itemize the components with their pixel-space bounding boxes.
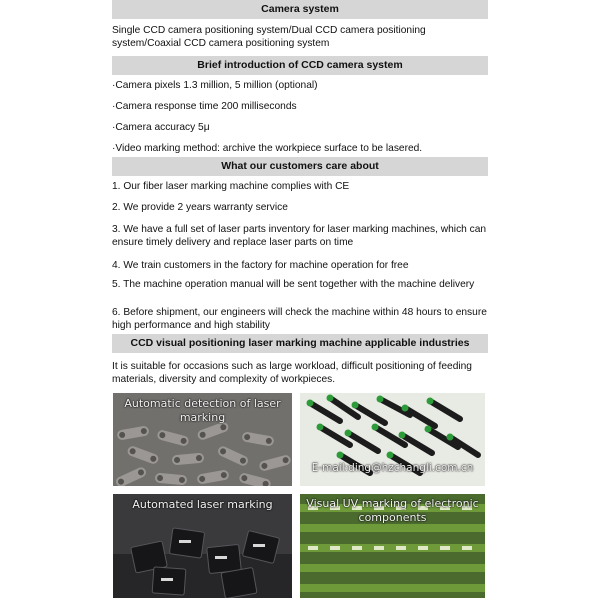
customer-item: 3. We have a full set of laser parts inventory for laser marking machines, which can ensure timely delivery and replace laser parts on time (112, 224, 487, 248)
photo-caption: Visual UV marking of electronic components (306, 497, 479, 524)
brief-item: ·Camera accuracy 5μ (112, 122, 210, 133)
brief-item: ·Video marking method: archive the workpiece surface to be lasered. (112, 143, 423, 154)
section-header-brief-intro: Brief introduction of CCD camera system (112, 56, 488, 75)
customer-item: 4. We train customers in the factory for machine operation for free (112, 260, 409, 271)
camera-system-text: Single CCD camera positioning system/Dual CCD camera positioning system/Coaxial CCD camera positioning system (112, 25, 426, 49)
photo-automated-marking (113, 494, 292, 598)
photo-caption: Automatic detection of laser marking (124, 397, 281, 424)
customer-item: 1. Our fiber laser marking machine complies with CE (112, 181, 350, 192)
customer-item: 2. We provide 2 years warranty service (112, 202, 288, 213)
photo-caption: E-mail:ding@hzchangli.com.cn (311, 462, 474, 474)
customer-item: 6. Before shipment, our engineers will check the machine within 48 hours to ensure high performance and high stability (112, 307, 487, 331)
section-header-camera-system: Camera system (112, 0, 488, 19)
industries-text: It is suitable for occasions such as large workload, difficult positioning of feeding materials, diversity and complexity of workpieces. (112, 361, 472, 385)
brief-item: ·Camera response time 200 milliseconds (112, 101, 297, 112)
section-header-industries: CCD visual positioning laser marking machine applicable industries (112, 334, 488, 353)
photo-visual-uv-marking (300, 494, 485, 598)
photo-email (300, 393, 485, 486)
photo-automatic-detection (113, 393, 292, 486)
photo-caption: Automated laser marking (132, 498, 273, 511)
brief-item: ·Camera pixels 1.3 million, 5 million (optional) (112, 80, 318, 91)
customer-item: 5. The machine operation manual will be sent together with the machine delivery (112, 279, 475, 290)
section-header-customers: What our customers care about (112, 157, 488, 176)
